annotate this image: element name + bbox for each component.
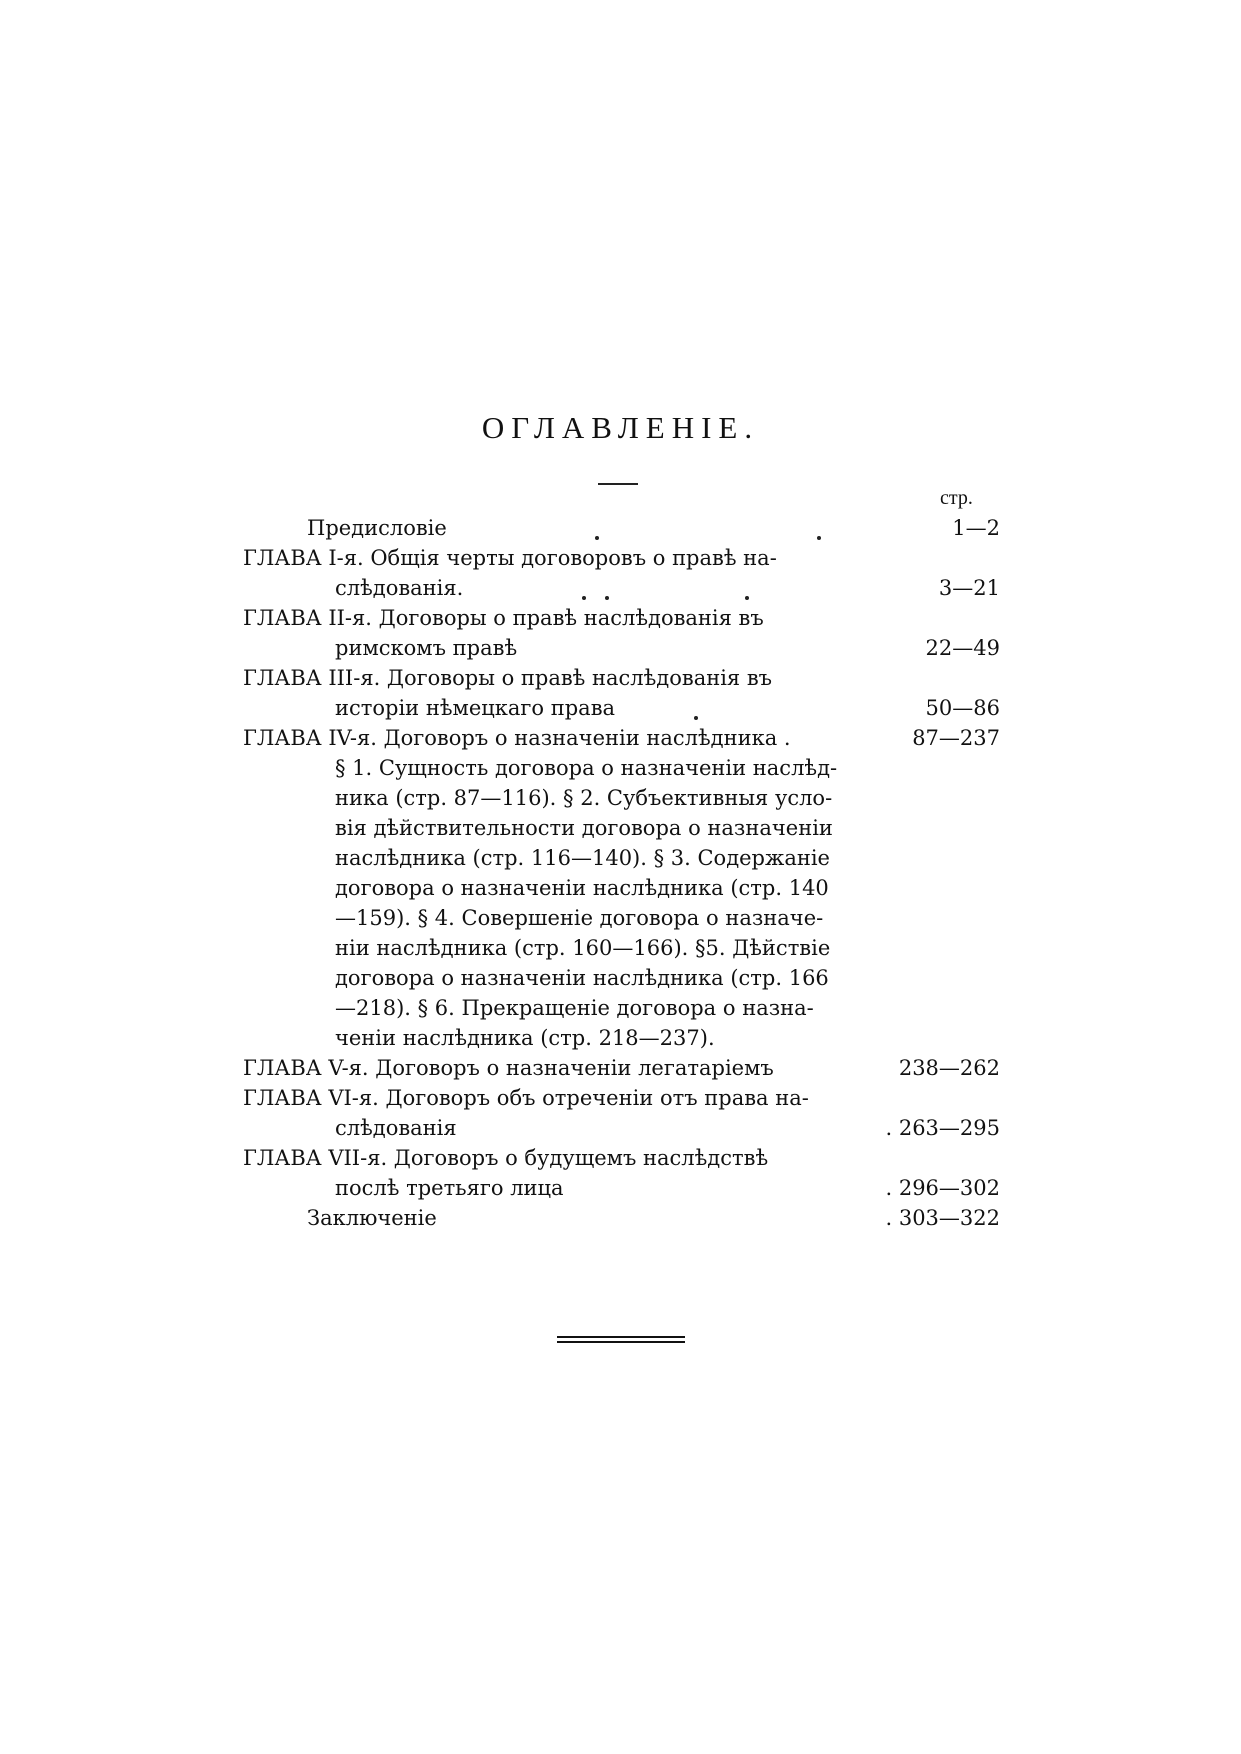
toc-entry-pages: . 263—295 — [885, 1116, 1000, 1140]
toc-entry-pages: 1—2 — [952, 516, 1000, 540]
toc-row — [243, 903, 1000, 933]
toc-row — [243, 1053, 1000, 1083]
toc-row — [243, 813, 1000, 843]
toc-row — [243, 993, 1000, 1023]
toc-row — [243, 933, 1000, 963]
title-rule — [598, 483, 638, 485]
toc-row — [243, 723, 1000, 753]
toc-row — [243, 543, 1000, 573]
toc-entry-pages: 22—49 — [925, 636, 1000, 660]
toc-row — [243, 1143, 1000, 1173]
toc-row — [243, 963, 1000, 993]
toc-entry-text: ГЛАВА I-я. Общія черты договоровъ о правѣ на- — [243, 546, 777, 570]
toc-entry-text: ГЛАВА II-я. Договоры о правѣ наслѣдованія въ — [243, 606, 764, 630]
toc-entry-text: ченіи наслѣдника (стр. 218—237). — [335, 1026, 715, 1050]
toc-entry-text: вія дѣйствительности договора о назначеніи — [335, 816, 833, 840]
toc-entry-text: послѣ третьяго лица — [335, 1176, 564, 1200]
toc-row — [243, 843, 1000, 873]
toc-entry-text: —218). § 6. Прекращеніе договора о назна- — [335, 996, 814, 1020]
leader-dot — [817, 536, 821, 540]
toc-row — [243, 1113, 1000, 1143]
toc-row — [243, 1173, 1000, 1203]
toc-entry-text: ника (стр. 87—116). § 2. Субъективныя усло- — [335, 786, 833, 810]
toc-entry-text: ГЛАВА IV-я. Договоръ о назначеніи наслѣдника . — [243, 726, 791, 750]
toc-row — [243, 1023, 1000, 1053]
toc-entry-text: ніи наслѣдника (стр. 160—166). §5. Дѣйствіе — [335, 936, 831, 960]
leader-dot — [694, 716, 698, 720]
toc-entry-text: ГЛАВА III-я. Договоры о правѣ наслѣдованія въ — [243, 666, 773, 690]
toc-row — [243, 693, 1000, 723]
toc-entry-text: римскомъ правѣ — [335, 636, 518, 660]
toc-entry-text: договора о назначеніи наслѣдника (стр. 166 — [335, 966, 829, 990]
toc-entry-text: ГЛАВА VII-я. Договоръ о будущемъ наслѣдствѣ — [243, 1146, 769, 1170]
closing-double-rule — [557, 1336, 685, 1343]
toc-row — [243, 1083, 1000, 1113]
toc-entry-text: договора о назначеніи наслѣдника (стр. 140 — [335, 876, 829, 900]
table-of-contents — [243, 513, 1000, 1233]
toc-entry-pages: . 303—322 — [885, 1206, 1000, 1230]
toc-entry-pages: 238—262 — [898, 1056, 1000, 1080]
leader-dot — [745, 596, 749, 600]
toc-entry-text: § 1. Сущность договора о назначеніи наслѣд- — [335, 756, 838, 780]
toc-entry-pages: 87—237 — [912, 726, 1000, 750]
toc-entry-text: слѣдованія — [335, 1116, 457, 1140]
toc-entry-text: ГЛАВА VI-я. Договоръ объ отреченіи отъ права на- — [243, 1086, 809, 1110]
toc-row — [243, 1203, 1000, 1233]
toc-row — [243, 513, 1000, 543]
toc-entry-text: исторіи нѣмецкаго права — [335, 696, 616, 720]
leader-dot — [582, 596, 586, 600]
toc-entry-pages: . 296—302 — [885, 1176, 1000, 1200]
toc-entry-text: наслѣдника (стр. 116—140). § 3. Содержаніе — [335, 846, 830, 870]
toc-entry-text: слѣдованія. — [335, 576, 464, 600]
toc-row — [243, 753, 1000, 783]
leader-dot — [595, 536, 599, 540]
toc-row — [243, 573, 1000, 603]
toc-entry-text: —159). § 4. Совершеніе договора о назначе- — [335, 906, 824, 930]
leader-dot — [605, 596, 609, 600]
toc-entry-text: Предисловіе — [307, 516, 447, 540]
toc-entry-pages: 50—86 — [925, 696, 1000, 720]
toc-entry-text: Заключеніе — [307, 1206, 437, 1230]
page-title: ОГЛАВЛЕНІЕ. — [481, 410, 760, 445]
toc-entry-text: ГЛАВА V-я. Договоръ о назначеніи легатаріемъ — [243, 1056, 774, 1080]
pages-column-header: стр. — [940, 487, 973, 509]
toc-row — [243, 633, 1000, 663]
toc-row — [243, 783, 1000, 813]
toc-entry-pages: 3—21 — [938, 576, 1000, 600]
toc-row — [243, 663, 1000, 693]
toc-row — [243, 603, 1000, 633]
toc-row — [243, 873, 1000, 903]
